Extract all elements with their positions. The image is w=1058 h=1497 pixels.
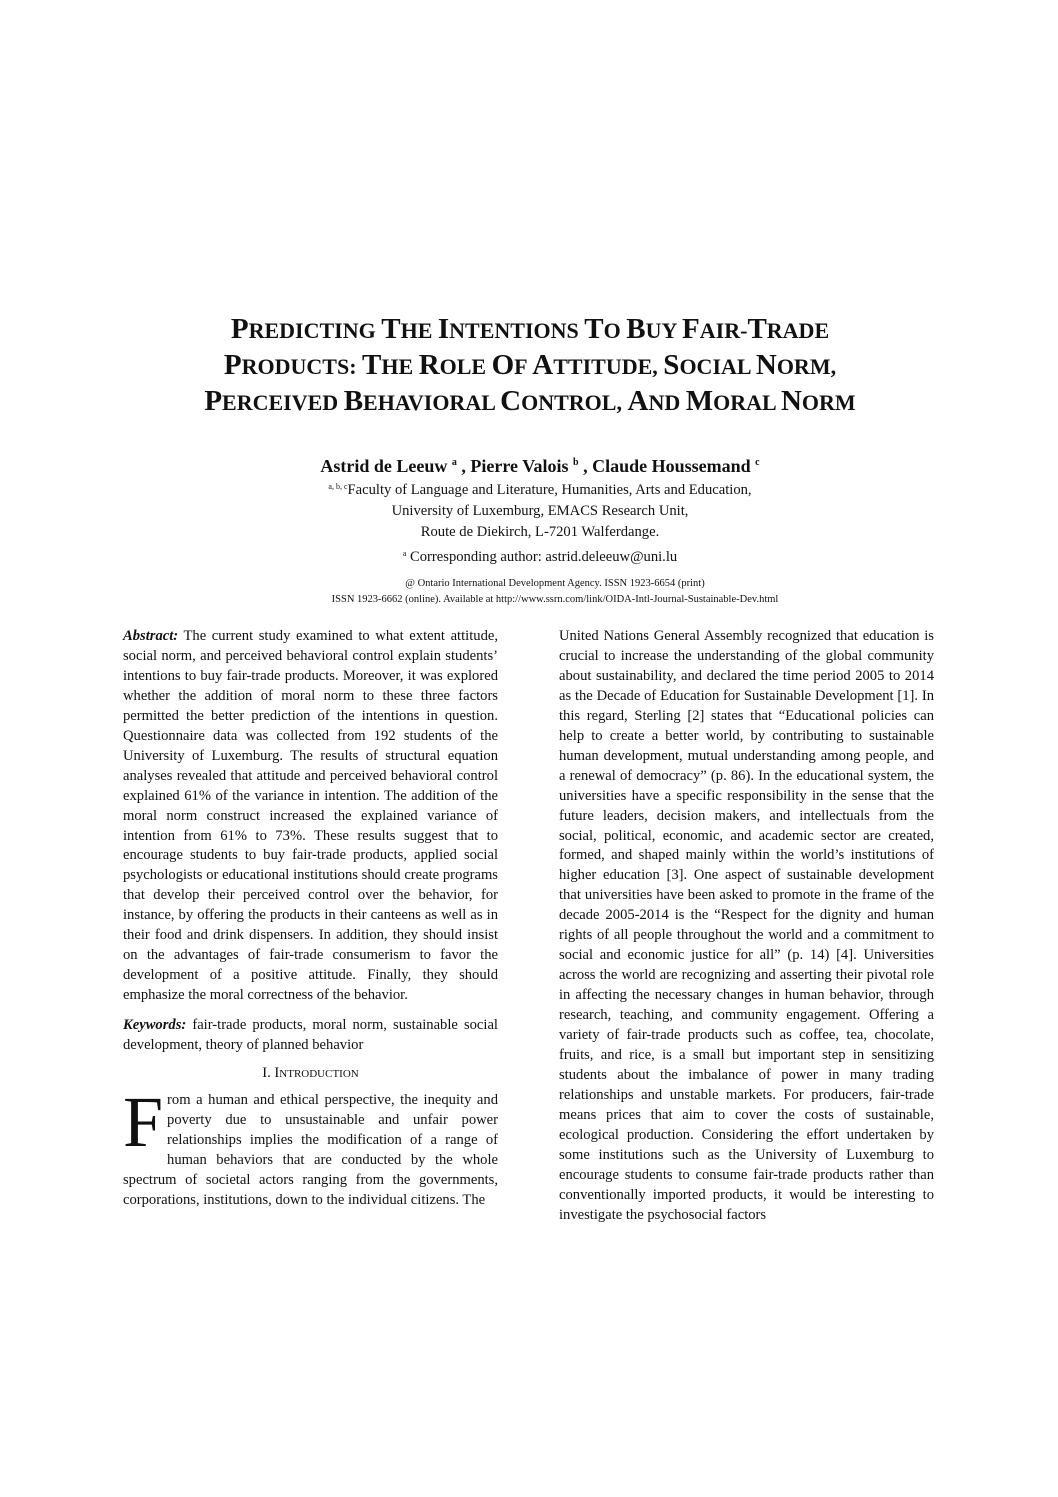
author-name: Claude Houssemand: [592, 456, 751, 476]
author-affil-mark: a: [451, 457, 457, 468]
title-line-1: PREDICTING THE INTENTIONS TO BUY FAIR-TRADE: [230, 313, 830, 345]
keywords: [123, 1016, 498, 1056]
author-affil-mark: c: [755, 457, 760, 468]
section-heading-introduction: I. INTRODUCTION: [262, 1065, 359, 1082]
affiliation-block: [140, 476, 940, 568]
author-name: Astrid de Leeuw: [320, 456, 448, 476]
paper-title: [120, 312, 940, 420]
copyright-line: ISSN 1923-6662 (online). Available at http://www.ssrn.com/link/OIDA-Intl-Journal-Sustainable-Dev.html: [331, 594, 779, 605]
keywords-label: Keywords:: [123, 1017, 187, 1034]
abstract-text: The current study examined to what extent attitude, social norm, and perceived behavioral control explain students’ intentions to buy fair-trade products. Moreover, it was explored whether the addition of moral norm to these three factors permitted the better prediction of the intentions in question. Questionnaire data was collected from 192 students of the University of Luxemburg. The results of structural equation analyses revealed that attitude and perceived behavioral control explained 61% of the variance in intention. The addition of the moral norm construct increased the explained variance of intention from 61% to 73%. These results suggest that to encourage students to buy fair-trade products, applied social psychologists or educational institutions should create programs that develop their perceived control over the behavior, for instance, by offering the products in their canteens as well as in their food and drink dispensers. In addition, they should insist on the advantages of fair-trade consumerism to favor the development of a positive attitude. Finally, they should emphasize the moral correctness of the behavior.: [123, 628, 498, 1004]
corresponding-author: $^a$ Corresponding author: astrid.deleeuw@uni.lu: [402, 549, 678, 565]
right-column: [559, 627, 934, 1226]
abstract: [123, 627, 498, 1006]
author-affil-mark: b: [573, 457, 579, 468]
copyright-line: @ Ontario International Development Agency. ISSN 1923-6654 (print): [405, 578, 705, 589]
author-name: Pierre Valois: [470, 456, 569, 476]
left-column: [123, 627, 498, 1211]
drop-cap: F: [123, 1081, 164, 1162]
author-list: Astrid de Leeuw $^a$ , Pierre Valois $^b$ , Claude Houssemand $^c$: [320, 456, 760, 476]
title-line-3: PERCEIVED BEHAVIORAL CONTROL, AND MORAL NORM: [204, 385, 856, 417]
copyright-notice: [200, 576, 910, 608]
abstract-label: Abstract:: [123, 628, 179, 644]
title-line-2: PRODUCTS: THE ROLE OF ATTITUDE, SOCIAL NORM,: [223, 349, 837, 381]
affiliation-line: University of Luxemburg, EMACS Research Unit,: [391, 503, 689, 519]
intro-paragraph: From a human and ethical perspective, the inequity and poverty due to unsustainable and unfair power relationships implies the modification of a range of human behaviors that are conducted by the whole spectrum of societal actors ranging from the governments, corporations, institutions, down to the individual citizens. The: [123, 1081, 498, 1208]
body-paragraph: United Nations General Assembly recognized that education is crucial to increase the understanding of the global community about sustainability, and declared the time period 2005 to 2014 as the Decade of Education for Sustainable Development [1]. In this regard, Sterling [2] states that “Educational policies can help to create a better world, by contributing to sustainable human development, mutual understanding among people, and a renewal of democracy” (p. 86). In the educational system, the universities have a specific responsibility in the sense that the future leaders, decision makers, and intellectuals from the social, political, economic, and academic sector are created, formed, and shaped mainly within the world’s institutions of higher education [3]. One aspect of sustainable development that universities have been asked to promote in the frame of the decade 2005-2014 is the “Respect for the dignity and human rights of all people throughout the world and a commitment to social and economic justice for all” (p. 14) [4]. Universities across the world are recognizing and asserting their pivotal role in affecting the necessary changes in human behavior, through research, teaching, and community engagement. Offering a variety of fair-trade products such as coffee, tea, chocolate, fruits, and rice, is a small but important step in sensitizing students about the imbalance of power in many trading relationships and unstable markets. For producers, fair-trade means prices that aim to cover the costs of sustainable, ecological production. Considering the effort undertaken by some institutions such as the University of Luxemburg to encourage students to consume fair-trade products rather than conventionally imported products, it would be interesting to investigate the psychosocial factors: [559, 628, 934, 1223]
affiliation-line: $^{a, b, c}$Faculty of Language and Literature, Humanities, Arts and Education,: [328, 482, 752, 498]
keywords-text: fair-trade products, moral norm, sustainable social development, theory of planned behavior: [123, 1017, 498, 1054]
affiliation-line: Route de Diekirch, L-7201 Walferdange.: [420, 524, 660, 540]
